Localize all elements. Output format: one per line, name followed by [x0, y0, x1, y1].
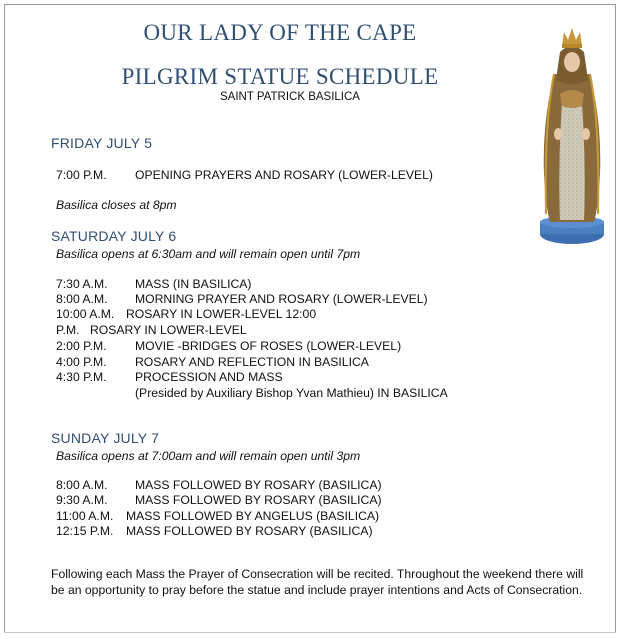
venue-name: SAINT PATRICK BASILICA — [220, 91, 360, 103]
schedule-event: MASS (IN BASILICA) — [135, 277, 252, 291]
schedule-event: ROSARY IN LOWER-LEVEL — [90, 323, 247, 337]
schedule-time: 2:00 P.M. — [56, 339, 107, 353]
schedule-time: P.M. — [56, 323, 80, 337]
schedule-event: MOVIE -BRIDGES OF ROSES (LOWER-LEVEL) — [135, 339, 402, 353]
schedule-event: MASS FOLLOWED BY ROSARY (BASILICA) — [126, 524, 373, 538]
schedule-time: 8:00 A.M. — [56, 478, 108, 492]
bottom-divider — [4, 632, 616, 633]
page-subtitle-schedule: PILGRIM STATUE SCHEDULE — [121, 64, 439, 89]
schedule-event: MORNING PRAYER AND ROSARY (LOWER-LEVEL) — [135, 292, 428, 306]
page-title: OUR LADY OF THE CAPE — [143, 20, 417, 45]
saturday-note: Basilica opens at 6:30am and will remain open until 7pm — [56, 247, 361, 261]
schedule-event: OPENING PRAYERS AND ROSARY (LOWER-LEVEL) — [135, 168, 433, 182]
schedule-time: 7:30 A.M. — [56, 277, 108, 291]
schedule-time: 9:30 A.M. — [56, 493, 108, 507]
day-heading-saturday: SATURDAY JULY 6 — [51, 228, 177, 244]
sunday-note: Basilica opens at 7:00am and will remain open until 3pm — [56, 449, 361, 463]
schedule-event: MASS FOLLOWED BY ANGELUS (BASILICA) — [126, 509, 380, 523]
schedule-event: MASS FOLLOWED BY ROSARY (BASILICA) — [135, 478, 382, 492]
schedule-time: 4:00 P.M. — [56, 355, 107, 369]
schedule-time: 12:15 P.M. — [56, 524, 114, 538]
schedule-time: 8:00 A.M. — [56, 292, 108, 306]
schedule-event: (Presided by Auxiliary Bishop Yvan Mathieu) IN BASILICA — [135, 386, 448, 400]
closing-note: Following each Mass the Prayer of Consecration will be recited. Throughout the weekend there will be an opportunity to pray before the statue and include prayer intentions and Acts of Consecration. — [51, 567, 584, 597]
schedule-event: MASS FOLLOWED BY ROSARY (BASILICA) — [135, 493, 382, 507]
madonna-statue-icon — [532, 14, 612, 246]
schedule-event: ROSARY IN LOWER-LEVEL 12:00 — [126, 307, 317, 321]
day-heading-sunday: SUNDAY JULY 7 — [51, 430, 160, 446]
schedule-time: 11:00 A.M. — [56, 509, 114, 523]
schedule-time: 7:00 P.M. — [56, 168, 107, 182]
schedule-event: PROCESSION AND MASS — [135, 370, 283, 384]
friday-note: Basilica closes at 8pm — [56, 198, 177, 212]
schedule-time: 10:00 A.M. — [56, 307, 115, 321]
day-heading-friday: FRIDAY JULY 5 — [51, 135, 153, 151]
schedule-event: ROSARY AND REFLECTION IN BASILICA — [135, 355, 369, 369]
schedule-time: 4:30 P.M. — [56, 370, 107, 384]
